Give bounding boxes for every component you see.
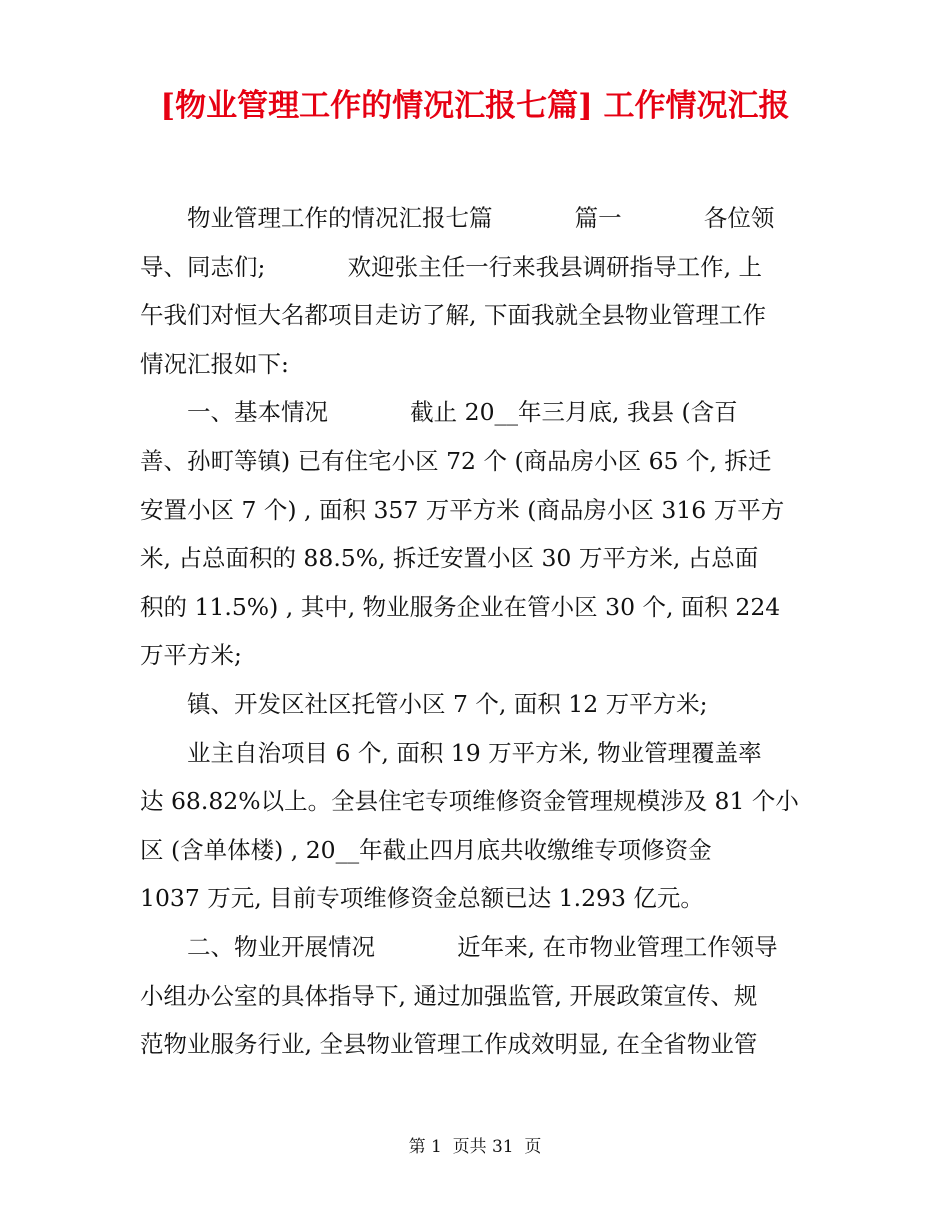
body-line: 物业管理工作的情况汇报七篇 篇一 各位领 (187, 204, 775, 232)
body-line: 一、基本情况 截止 20__年三月底, 我县 (含百 (187, 398, 738, 427)
document-body (140, 198, 815, 1073)
body-line: 区 (含单体楼) , 20__年截止四月底共收缴维专项修资金 (140, 835, 712, 864)
body-line: 1037 万元, 目前专项维修资金总额已达 1.293 亿元。 (140, 884, 704, 913)
body-line: 安置小区 7 个) , 面积 357 万平方米 (商品房小区 316 万平方 (140, 495, 785, 524)
body-line: 业主自治项目 6 个, 面积 19 万平方米, 物业管理覆盖率 (187, 738, 762, 767)
body-line: 午我们对恒大名都项目走访了解, 下面我就全县物业管理工作 (140, 301, 766, 330)
body-line: 镇、开发区社区托管小区 7 个, 面积 12 万平方米; (187, 689, 708, 718)
body-line: 万平方米; (140, 641, 242, 670)
body-line: 积的 11.5%) , 其中, 物业服务企业在管小区 30 个, 面积 224 (140, 592, 781, 621)
body-line: 米, 占总面积的 88.5%, 拆迁安置小区 30 万平方米, 占总面 (140, 544, 759, 573)
body-line: 二、物业开展情况 近年来, 在市物业管理工作领导 (187, 932, 778, 961)
page-number-footer: 第 1 页共 31 页 (408, 1137, 542, 1157)
body-line: 小组办公室的具体指导下, 通过加强监管, 开展政策宣传、规 (140, 981, 758, 1010)
body-line: 情况汇报如下: (140, 349, 289, 378)
body-line: 善、孙町等镇) 已有住宅小区 72 个 (商品房小区 65 个, 拆迁 (140, 446, 772, 475)
body-line: 范物业服务行业, 全县物业管理工作成效明显, 在全省物业管 (140, 1030, 758, 1059)
body-line: 导、同志们; 欢迎张主任一行来我县调研指导工作, 上 (140, 252, 763, 281)
body-line: 达 68.82%以上。全县住宅专项维修资金管理规模涉及 81 个小 (140, 787, 799, 816)
document-title: [物业管理工作的情况汇报七篇] 工作情况汇报 (160, 88, 790, 124)
